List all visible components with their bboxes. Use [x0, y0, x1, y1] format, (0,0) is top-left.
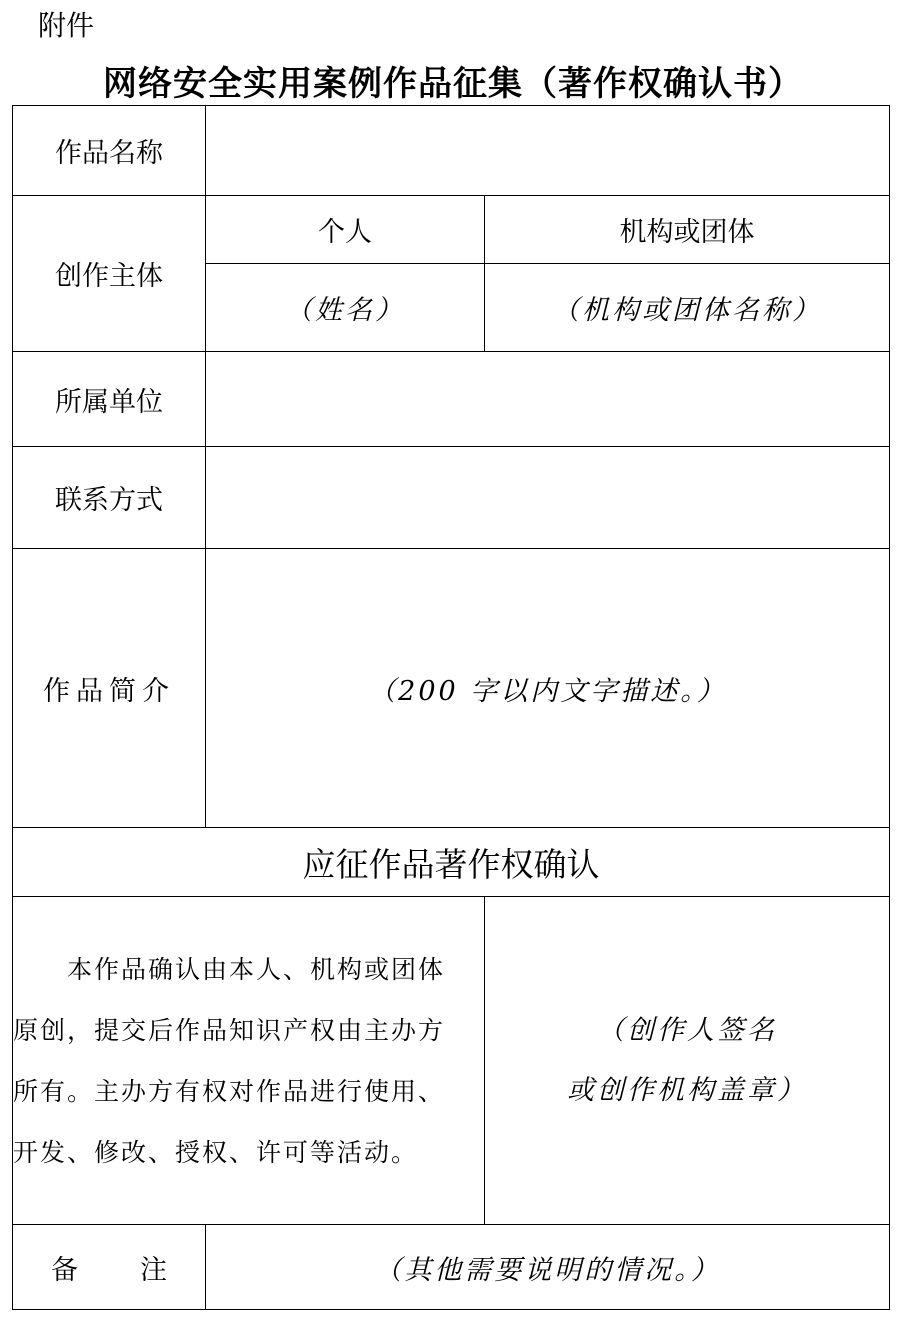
remark-field[interactable]: （其他需要说明的情况。）	[206, 1225, 890, 1310]
intro-label: 作品简介	[13, 549, 206, 828]
work-name-field[interactable]	[206, 106, 890, 196]
contact-label: 联系方式	[13, 447, 206, 549]
remark-label-char: 备	[51, 1254, 78, 1286]
attachment-label: 附件	[38, 9, 95, 42]
signature-hint-line: （创作人签名	[597, 1014, 777, 1046]
row-statement	[13, 897, 890, 1225]
org-name-field[interactable]: （机构或团体名称）	[485, 264, 890, 352]
affiliation-label: 所属单位	[13, 352, 206, 447]
statement-line: 本作品确认由本人、机构或团体	[67, 954, 446, 984]
remark-label	[13, 1225, 206, 1310]
individual-name-field[interactable]: （姓名）	[206, 264, 485, 352]
affiliation-field[interactable]	[206, 352, 890, 447]
individual-header: 个人	[206, 196, 485, 264]
row-copyright-section	[13, 828, 890, 897]
work-name-label: 作品名称	[13, 106, 206, 196]
remark-label-char: 注	[140, 1254, 167, 1286]
copyright-section-heading: 应征作品著作权确认	[13, 828, 890, 897]
org-header: 机构或团体	[485, 196, 890, 264]
row-intro	[13, 549, 890, 828]
signature-hint-line: 或创作机构盖章）	[567, 1074, 807, 1106]
row-remark	[13, 1225, 890, 1310]
statement-line: 原创，提交后作品知识产权由主办方	[13, 1015, 446, 1045]
row-contact	[13, 447, 890, 549]
intro-field[interactable]: （200 字以内文字描述。）	[206, 549, 890, 828]
row-creator-header	[13, 196, 890, 264]
signature-field[interactable]	[485, 897, 890, 1225]
statement-line: 开发、修改、授权、许可等活动。	[13, 1137, 419, 1167]
row-work-name	[13, 106, 890, 196]
row-affiliation	[13, 352, 890, 447]
contact-field[interactable]	[206, 447, 890, 549]
document-title: 网络安全实用案例作品征集（著作权确认书）	[103, 64, 803, 104]
creator-label: 创作主体	[13, 196, 206, 352]
statement-line: 所有。主办方有权对作品进行使用、	[13, 1076, 446, 1106]
copyright-statement	[13, 897, 485, 1225]
copyright-form-table	[12, 105, 890, 1310]
